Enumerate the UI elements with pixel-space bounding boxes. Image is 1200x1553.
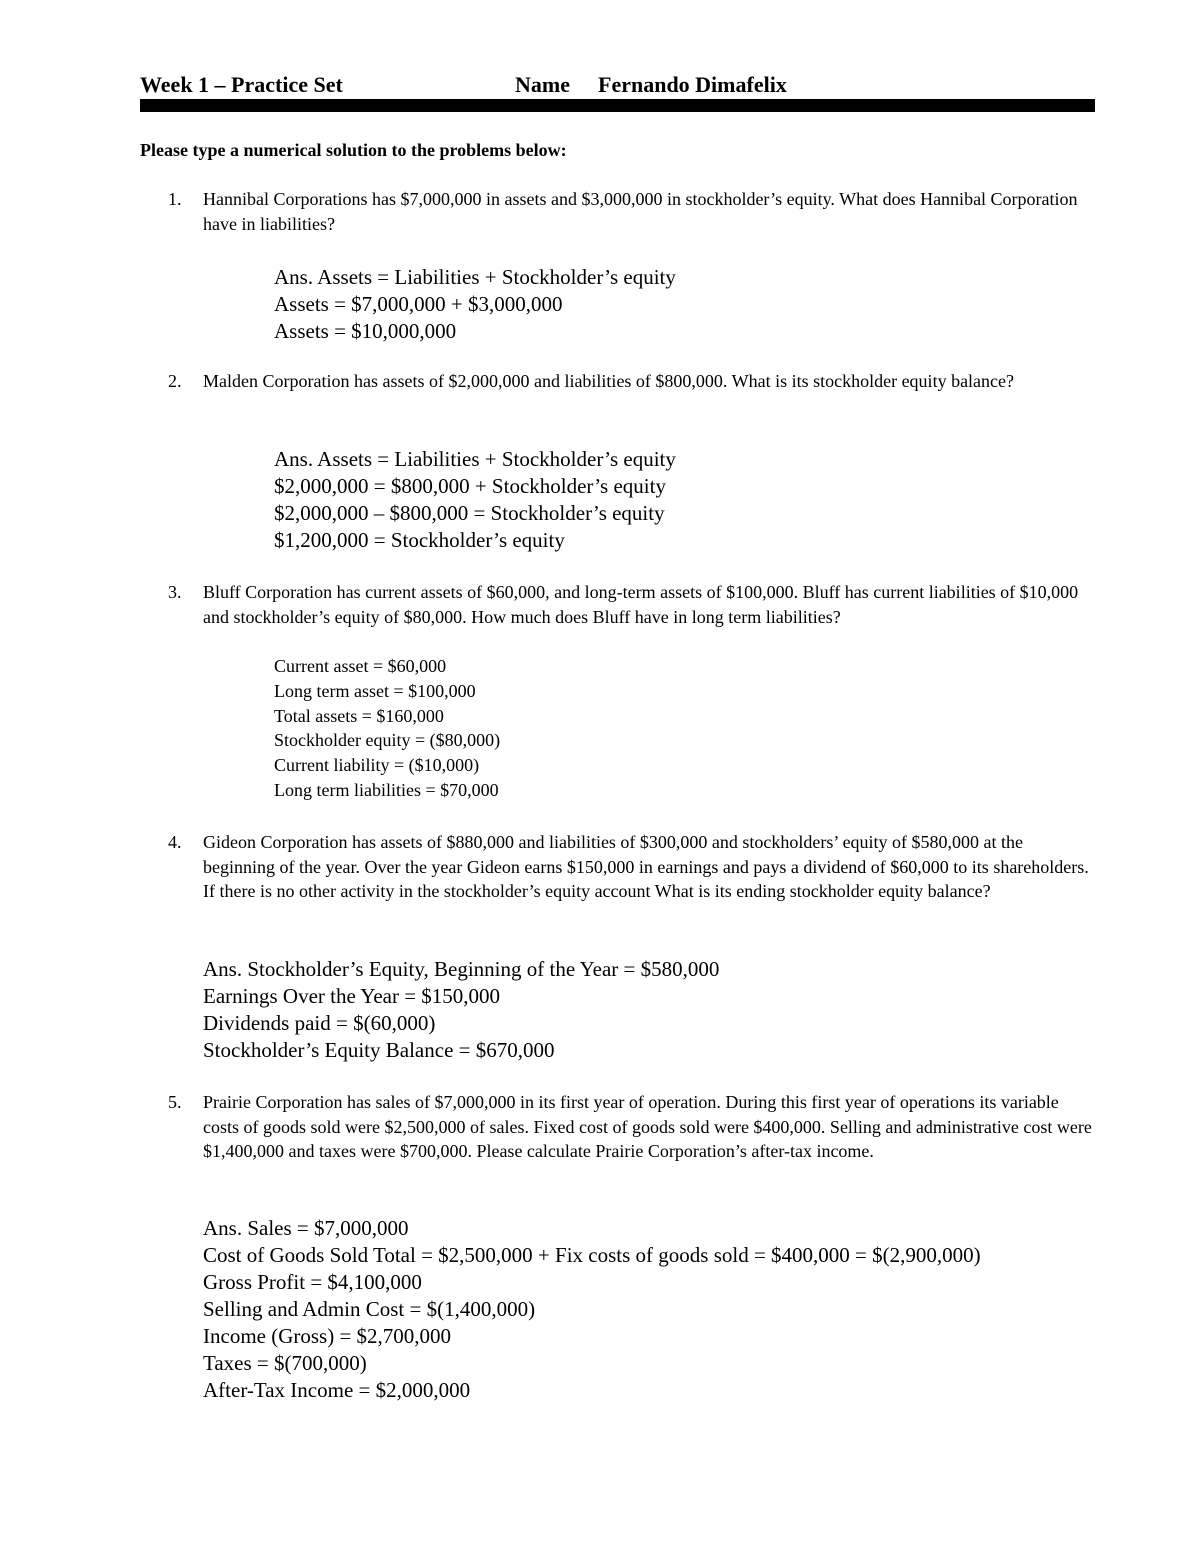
name-label: Name [515, 72, 570, 97]
question-number: 1. [168, 189, 182, 209]
answer-line: Ans. Sales = $7,000,000 [203, 1216, 409, 1240]
question-number: 3. [168, 582, 182, 602]
answer-line: Assets = $7,000,000 + $3,000,000 [274, 292, 563, 316]
page-title: Week 1 – Practice Set [140, 72, 343, 97]
answer-1 [274, 264, 676, 345]
question-number: 5. [168, 1092, 182, 1112]
answer-4 [203, 956, 719, 1064]
answer-line: After-Tax Income = $2,000,000 [203, 1378, 471, 1402]
answer-3 [274, 654, 500, 803]
page-header [140, 72, 1095, 100]
answer-line: Income (Gross) = $2,700,000 [203, 1324, 452, 1348]
question-text: Bluff Corporation has current assets of $60,000, and long-term assets of $100,000. Bluff has current liabilities of $10,000 and stockholder’s equity of $80,000. How much does Bluff have in long term liabilities? [203, 582, 1079, 627]
answer-line: Dividends paid = $(60,000) [203, 1011, 436, 1035]
answer-line: Current asset = $60,000 [274, 656, 447, 676]
answer-line: Gross Profit = $4,100,000 [203, 1270, 422, 1294]
answer-line: Current liability = ($10,000) [274, 755, 480, 776]
answer-2 [274, 446, 676, 554]
answer-line: $1,200,000 = Stockholder’s equity [274, 528, 565, 552]
question-number: 2. [168, 371, 182, 391]
answer-line: $2,000,000 = $800,000 + Stockholder’s equity [274, 474, 666, 498]
answer-line: Ans. Assets = Liabilities + Stockholder’s equity [274, 265, 676, 289]
answer-line: Cost of Goods Sold Total = $2,500,000 + Fix costs of goods sold = $400,000 = $(2,900,000) [203, 1243, 981, 1267]
answer-line: $2,000,000 – $800,000 = Stockholder’s equity [274, 501, 665, 525]
answer-line: Stockholder’s Equity Balance = $670,000 [203, 1038, 555, 1062]
answer-line: Assets = $10,000,000 [274, 319, 457, 343]
header-rule [140, 99, 1095, 112]
answer-5 [203, 1215, 981, 1404]
instructions: Please type a numerical solution to the problems below: [140, 140, 567, 160]
question-text: Gideon Corporation has assets of $880,000 and liabilities of $300,000 and stockholders’ equity of $580,000 at the beginning of the year. Over the year Gideon earns $150,000 in earnings and pays a dividend of $60,000 to its shareholders. If there is no other activity in the stockholder’s equity account What is its ending stockholder equity balance? [203, 832, 1089, 901]
answer-line: Ans. Assets = Liabilities + Stockholder’s equity [274, 447, 676, 471]
answer-line: Ans. Stockholder’s Equity, Beginning of the Year = $580,000 [203, 957, 720, 981]
answer-line: Long term liabilities = $70,000 [274, 779, 499, 800]
answer-line: Stockholder equity = ($80,000) [274, 730, 501, 751]
student-name: Fernando Dimafelix [598, 72, 787, 97]
question-number: 4. [168, 832, 182, 852]
answer-line: Selling and Admin Cost = $(1,400,000) [203, 1297, 536, 1321]
question-text: Malden Corporation has assets of $2,000,000 and liabilities of $800,000. What is its stockholder equity balance? [203, 371, 1015, 391]
answer-line: Taxes = $(700,000) [203, 1351, 367, 1375]
answer-line: Earnings Over the Year = $150,000 [203, 984, 501, 1008]
answer-line: Long term asset = $100,000 [274, 680, 476, 701]
answer-line: Total assets = $160,000 [274, 705, 444, 726]
question-text: Prairie Corporation has sales of $7,000,000 in its first year of operation. During this first year of operations its variable costs of goods sold were $2,500,000 of sales. Fixed cost of goods sold were $400,000. Selling and administrative cost were $1,400,000 and taxes were $700,000. Please calculate Prairie Corporation’s after-tax income. [203, 1092, 1092, 1161]
question-text: Hannibal Corporations has $7,000,000 in assets and $3,000,000 in stockholder’s equity. What does Hannibal Corporation have in liabilities? [203, 189, 1078, 234]
